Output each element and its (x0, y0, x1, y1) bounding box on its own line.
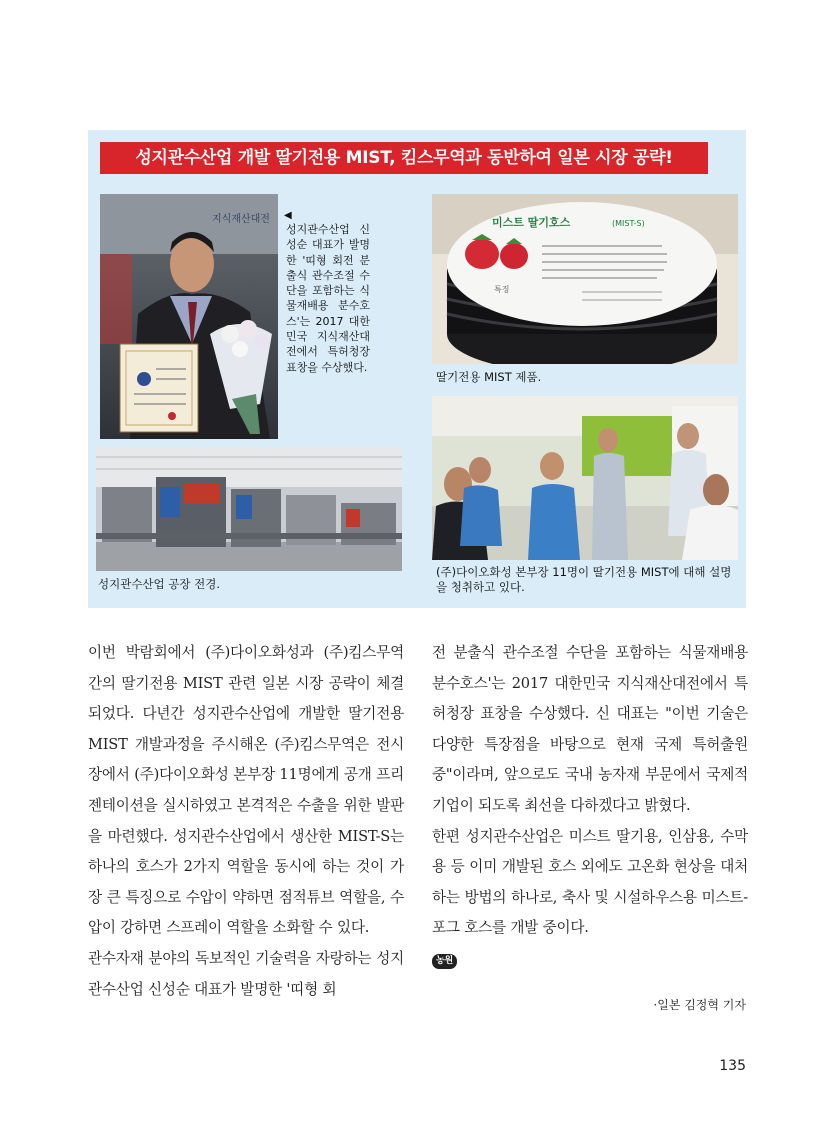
reporter-byline: ·일본 김정혁 기자 (653, 998, 746, 1012)
article-column-left (88, 638, 404, 1005)
publication-badge: 농원 (432, 954, 457, 969)
meeting-photo (432, 396, 738, 560)
factory-photo (96, 447, 402, 571)
product-brand-text: 미스트 딸기호스 (492, 216, 571, 229)
product-caption: 딸기전용 MIST 제품. (436, 370, 542, 384)
factory-caption: 성지관수산업 공장 전경. (98, 577, 221, 591)
award-sign-text: 지식재산대전 (212, 214, 270, 225)
caption-arrow-icon: ◀ (284, 210, 292, 221)
page-number: 135 (719, 1058, 746, 1074)
award-caption (286, 210, 370, 375)
article-column-right (432, 638, 748, 975)
award-caption-text: 성지관수산업 신성순 대표가 발명한 '띠형 회전 분출식 관수조절 수단을 포함하는 식물재배용 분수호스'는 2017 대한민국 지식재산대전에서 특허청장 표창을 수상했다. (286, 223, 370, 374)
article-paragraph: 관수자재 분야의 독보적인 기술력을 자랑하는 성지관수산업 신성순 대표가 발명한 '띠형 회 (88, 949, 404, 998)
article-paragraph: 한편 성지관수산업은 미스트 딸기용, 인삼용, 수막용 등 이미 개발된 호스 외에도 고온화 현상을 대처하는 방법의 하나로, 축사 및 시설하우스용 미스트-포그 호스를 개발 중이다. (432, 827, 748, 937)
meeting-caption: (주)다이오화성 본부장 11명이 딸기전용 MIST에 대해 설명을 청취하고 있다. (436, 565, 732, 594)
article-paragraph: 이번 박람회에서 (주)다이오화성과 (주)킴스무역 간의 딸기전용 MIST 관련 일본 시장 공략이 체결되었다. 다년간 성지관수산업에 개발한 딸기전용 MIST 개발과정을 주시해온 (주)킴스무역은 전시장에서 (주)다이오화성 본부장 11명에게 공개 프리젠테이션을 실시하였고 본격적은 수출을 위한 발판을 마련했다. 성지관수산업에서 생산한 MIST-S는 하나의 호스가 2가지 역할을 동시에 하는 것이 가장 큰 특징으로 수압이 약하면 점적튜브 역할을, 수압이 강하면 스프레이 역할을 소화할 수 있다. (88, 644, 404, 937)
article-paragraph: 전 분출식 관수조절 수단을 포함하는 식물재배용 분수호스'는 2017 대한민국 지식재산대전에서 특허청장 표창을 수상했다. 신 대표는 "이번 기술은 다양한 특장점을 바탕으로 현재 국제 특허출원 중"이라며, 앞으로도 국내 농자재 부문에서 국제적 기업이 되도록 최선을 다하겠다고 밝혔다. (432, 644, 748, 814)
product-model-text: (MIST-S) (612, 219, 645, 228)
product-tag-text: 특징 (494, 285, 510, 294)
award-photo (100, 194, 278, 439)
article-headline: 성지관수산업 개발 딸기전용 MIST, 킴스무역과 동반하여 일본 시장 공략! (100, 142, 708, 174)
product-photo (432, 194, 738, 364)
